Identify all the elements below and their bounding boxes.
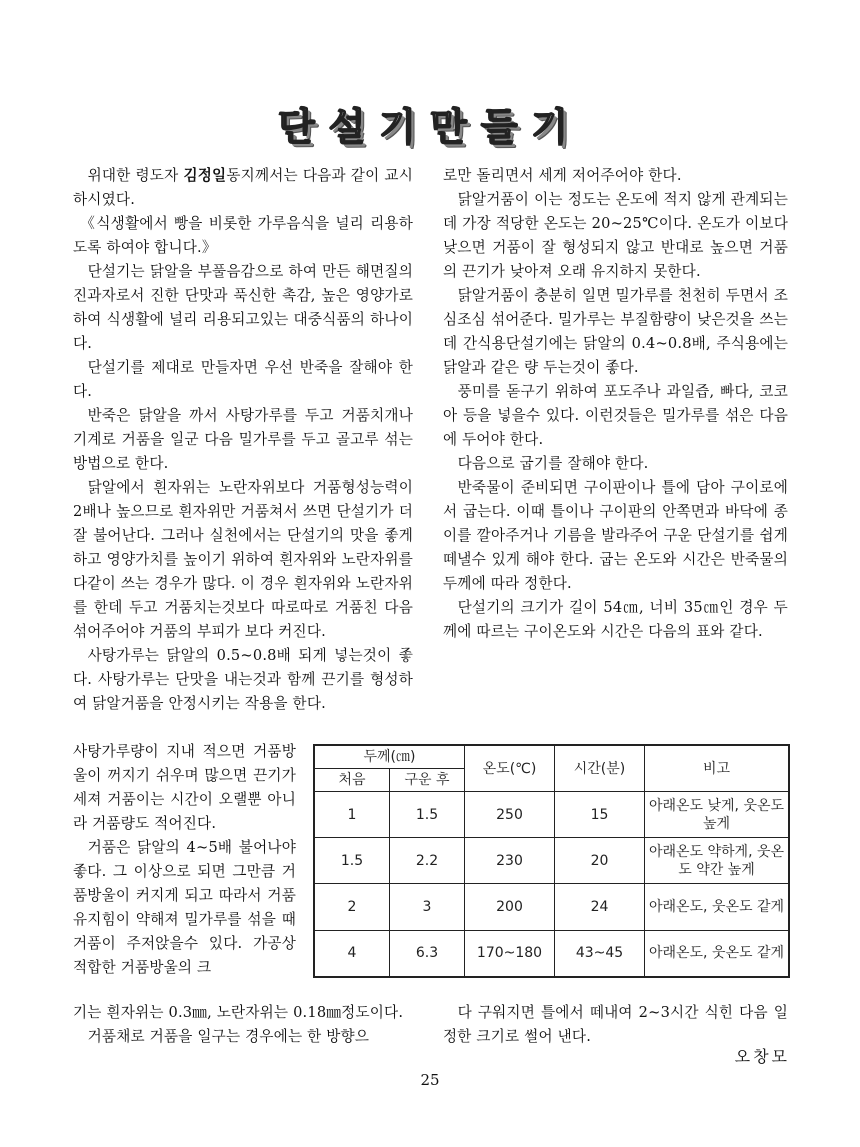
paragraph: 닭알거품이 충분히 일면 밀가루를 천천히 두면서 조심조심 섞어준다. 밀가루는 부질함량이 낮은것을 쓰는데 간식용단설기에는 닭알의 0.4~0.8배, 주식용에는 닭알과 같은 량 두는것이 좋다. bbox=[443, 287, 788, 376]
paragraph: 사탕가루는 닭알의 0.5~0.8배 되게 넣는것이 좋다. 사탕가루는 단맛을 내는것과 함께 끈기를 형성하여 닭알거품을 안정시키는 작용을 한다. bbox=[73, 647, 413, 712]
left-column-bottom bbox=[73, 1001, 413, 1049]
right-column-top bbox=[443, 164, 788, 644]
cell-time: 24 bbox=[555, 884, 645, 930]
table-row bbox=[314, 792, 789, 838]
paragraph: 다음으로 굽기를 잘해야 한다. bbox=[457, 455, 649, 472]
cell-after: 6.3 bbox=[390, 930, 465, 977]
cell-temp: 170~180 bbox=[465, 930, 555, 977]
cell-after: 2.2 bbox=[390, 838, 465, 884]
paragraph: 거품은 닭알의 4~5배 불어나야 좋다. 그 이상으로 되면 그만큼 거품방울이 커지게 되고 따라서 거품유지힘이 약해져 밀가루를 섞을 때 거품이 주저앉을수 있다. 가공상 적합한 거품방울의 크 bbox=[73, 839, 296, 976]
left-column-narrow bbox=[73, 740, 296, 980]
paragraph: 풍미를 돋구기 위하여 포도주나 과일즙, 빠다, 코코아 등을 넣을수 있다. 이런것들은 밀가루를 섞은 다음에 두어야 한다. bbox=[443, 383, 788, 448]
header-thickness: 두께(㎝) bbox=[314, 745, 465, 769]
header-temperature: 온도(℃) bbox=[465, 745, 555, 792]
cell-after: 3 bbox=[390, 884, 465, 930]
cell-time: 43~45 bbox=[555, 930, 645, 977]
cell-note: 아래온도 낮게, 웃온도 높게 bbox=[645, 792, 790, 838]
cell-note: 아래온도, 웃온도 같게 bbox=[645, 884, 790, 930]
table-row bbox=[314, 884, 789, 930]
paragraph: 닭알에서 흰자위는 노란자위보다 거품형성능력이 2배나 높으므로 흰자위만 거품쳐서 쓰면 단설기가 더 잘 불어난다. 그러나 실천에서는 단설기의 맛을 좋게 하고 영양가치를 높이기 위하여 흰자위와 노란자위를 다같이 쓰는 경우가 많다. 이 경우 흰자위와 노란자위를 한데 두고 거품치는것보다 따로따로 거품친 다음 섞어주어야 거품의 부피가 보다 커진다. bbox=[73, 479, 413, 640]
paragraph-quote: 《식생활에서 빵을 비롯한 가루음식을 널리 리용하도록 하여야 합니다.》 bbox=[73, 215, 413, 256]
cell-initial: 1 bbox=[314, 792, 390, 838]
cell-note: 아래온도 약하게, 웃온도 약간 높게 bbox=[645, 838, 790, 884]
paragraph: 단설기의 크기가 길이 54㎝, 너비 35㎝인 경우 두께에 따르는 구이온도와 시간은 다음의 표와 같다. bbox=[443, 599, 788, 640]
cell-temp: 200 bbox=[465, 884, 555, 930]
instruction-prefix: 위대한 령도자 bbox=[87, 167, 184, 184]
article-title: 단설기만들기 bbox=[277, 105, 583, 149]
cell-initial: 1.5 bbox=[314, 838, 390, 884]
baking-table bbox=[313, 744, 790, 978]
paragraph: 닭알거품이 이는 정도는 온도에 적지 않게 관계되는데 가장 적당한 온도는 20~25℃이다. 온도가 이보다 낮으면 거품이 잘 형성되지 않고 반대로 높으면 거품의 끈기가 낮아져 오래 유지하지 못한다. bbox=[443, 191, 788, 280]
table-row bbox=[314, 838, 789, 884]
instruction-suffix: 동지께서는 다음과 같이 교시하시였다. bbox=[73, 167, 413, 208]
cell-time: 15 bbox=[555, 792, 645, 838]
leader-name: 김정일 bbox=[183, 167, 227, 184]
page-number: 25 bbox=[420, 1071, 440, 1089]
cell-after: 1.5 bbox=[390, 792, 465, 838]
paragraph: 단설기를 제대로 만들자면 우선 반죽을 잘해야 한다. bbox=[73, 359, 413, 400]
left-column-top bbox=[73, 164, 413, 716]
paragraph: 로만 돌리면서 세게 저어주어야 한다. bbox=[443, 167, 682, 184]
paragraph: 반죽은 닭알을 까서 사탕가루를 두고 거품치개나 기계로 거품을 일군 다음 밀가루를 두고 골고루 섞는 방법으로 한다. bbox=[73, 407, 413, 472]
header-note: 비고 bbox=[645, 745, 790, 792]
cell-initial: 2 bbox=[314, 884, 390, 930]
paragraph-instruction bbox=[73, 164, 413, 212]
paragraph: 다 구워지면 틀에서 떼내여 2~3시간 식힌 다음 일정한 크기로 썰어 낸다. bbox=[443, 1004, 788, 1045]
paragraph: 사탕가루량이 지내 적으면 거품방울이 꺼지기 쉬우며 많으면 끈기가 세져 거품이는 시간이 오랠뿐 아니라 거품량도 적어진다. bbox=[73, 743, 296, 832]
paragraph: 거품채로 거품을 일구는 경우에는 한 방향으 bbox=[87, 1028, 370, 1045]
paragraph: 기는 흰자위는 0.3㎜, 노란자위는 0.18㎜정도이다. bbox=[73, 1004, 404, 1021]
paragraph: 반죽물이 준비되면 구이판이나 틀에 담아 구이로에서 굽는다. 이때 틀이나 구이판의 안쪽면과 바닥에 종이를 깔아주거나 기름을 발라주어 구운 단설기를 쉽게 떼낼수 있게 해야 한다. 굽는 온도와 시간은 반죽물의 두께에 따라 정한다. bbox=[443, 479, 788, 592]
header-time: 시간(분) bbox=[555, 745, 645, 792]
header-after: 구운 후 bbox=[390, 769, 465, 792]
table-row bbox=[314, 930, 789, 977]
header-initial: 처음 bbox=[314, 769, 390, 792]
cell-temp: 230 bbox=[465, 838, 555, 884]
cell-time: 20 bbox=[555, 838, 645, 884]
author-name: 오창모 bbox=[734, 1047, 790, 1066]
cell-note: 아래온도, 웃온도 같게 bbox=[645, 930, 790, 977]
paragraph: 단설기는 닭알을 부풀음감으로 하여 만든 해면질의 진과자로서 진한 단맛과 푹신한 촉감, 높은 영양가로 하여 식생활에 널리 리용되고있는 대중식품의 하나이다. bbox=[73, 263, 413, 352]
right-column-bottom bbox=[443, 1001, 788, 1049]
cell-initial: 4 bbox=[314, 930, 390, 977]
cell-temp: 250 bbox=[465, 792, 555, 838]
